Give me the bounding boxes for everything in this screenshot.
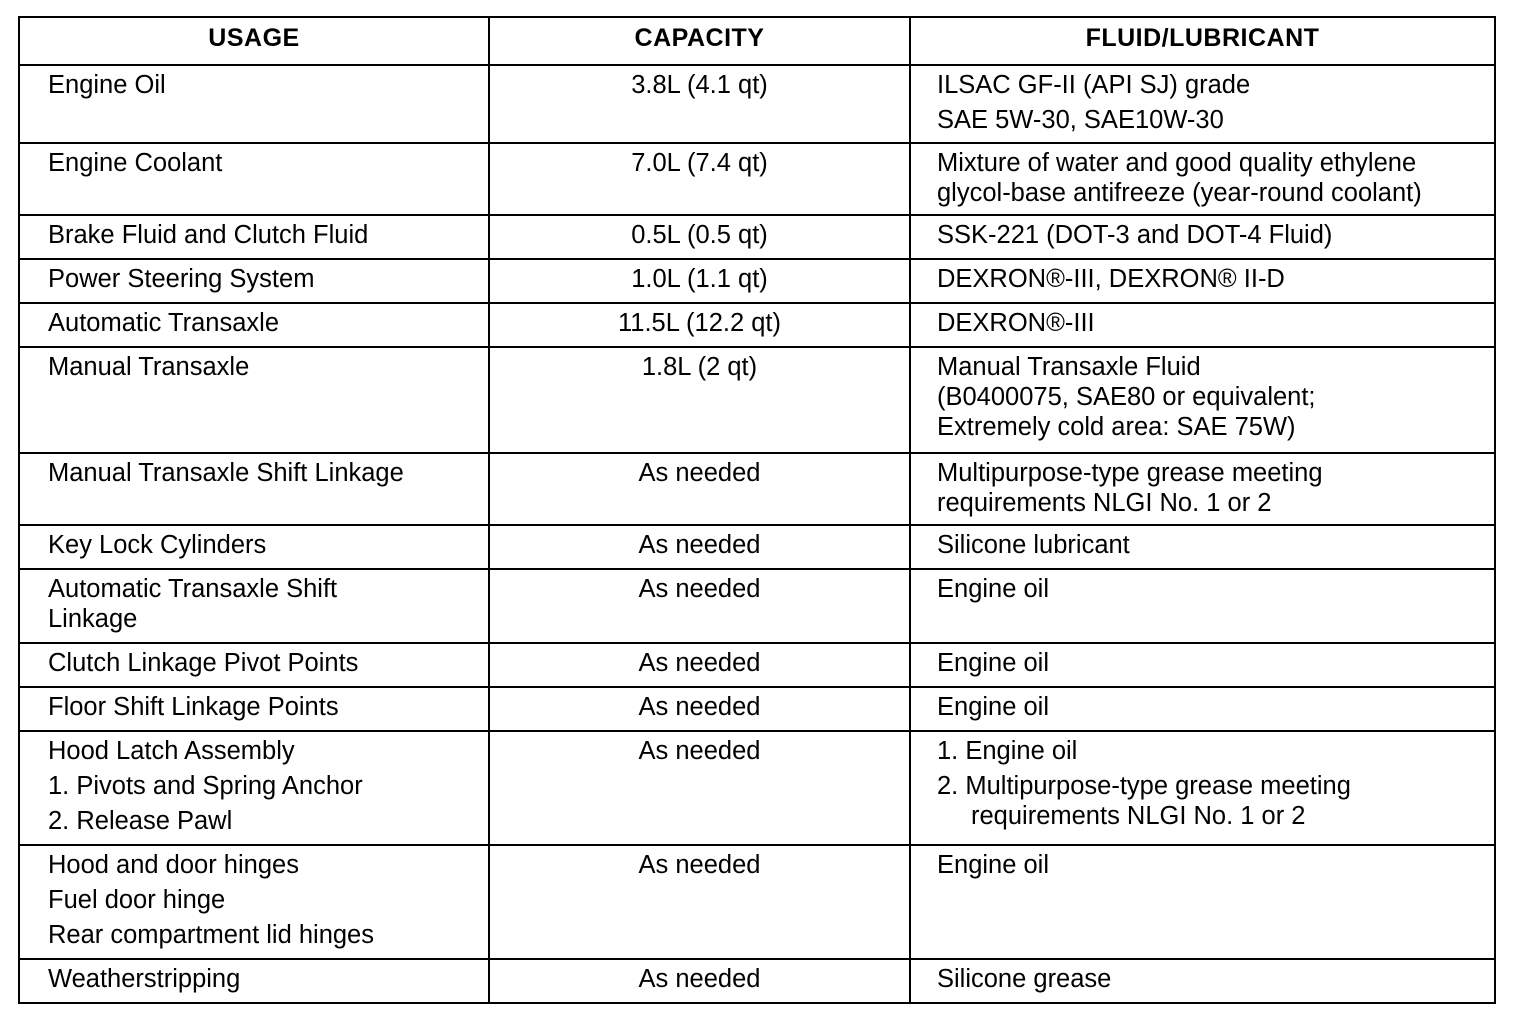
- usage-cell: [19, 959, 489, 1003]
- usage-text: Hood and door hinges: [48, 851, 299, 879]
- usage-cell: [19, 845, 489, 959]
- fluid-cell: [910, 303, 1495, 347]
- usage-cell: [19, 303, 489, 347]
- fluid-cell: [910, 569, 1495, 643]
- fluid-cell: [910, 731, 1495, 845]
- usage-text: 1. Pivots and Spring Anchor: [48, 772, 363, 800]
- table-header-row: [19, 17, 1495, 65]
- usage-text: Automatic Transaxle Shift: [48, 575, 338, 603]
- usage-cell: [19, 687, 489, 731]
- usage-text: Manual Transaxle: [48, 353, 250, 381]
- capacity-cell: As needed: [489, 569, 910, 643]
- usage-text: Floor Shift Linkage Points: [48, 693, 339, 721]
- usage-cell: [19, 347, 489, 453]
- fluid-text: 1. Engine oil: [937, 737, 1078, 765]
- usage-cell: [19, 143, 489, 215]
- table-row: [19, 65, 1495, 143]
- fluid-text: Multipurpose-type grease meeting: [937, 459, 1323, 487]
- table-row: [19, 259, 1495, 303]
- column-header-capacity: CAPACITY: [489, 17, 910, 65]
- fluid-text: Engine oil: [937, 693, 1049, 721]
- fluid-text: requirements NLGI No. 1 or 2: [971, 802, 1306, 830]
- fluid-text: Engine oil: [937, 575, 1049, 603]
- capacity-cell: As needed: [489, 731, 910, 845]
- usage-text: Power Steering System: [48, 265, 315, 293]
- table-row: [19, 731, 1495, 845]
- fluid-cell: [910, 453, 1495, 525]
- fluid-text: SAE 5W-30, SAE10W-30: [937, 106, 1224, 134]
- capacity-cell: 1.8L (2 qt): [489, 347, 910, 453]
- usage-text: Clutch Linkage Pivot Points: [48, 649, 359, 677]
- lubricant-capacity-table: [18, 16, 1496, 1004]
- fluid-text: Manual Transaxle Fluid: [937, 353, 1201, 381]
- fluid-text: DEXRON®-III: [937, 309, 1095, 337]
- fluid-text: 2. Multipurpose-type grease meeting: [937, 772, 1351, 800]
- usage-text: Manual Transaxle Shift Linkage: [48, 459, 404, 487]
- usage-cell: [19, 731, 489, 845]
- fluid-text: Engine oil: [937, 649, 1049, 677]
- usage-cell: [19, 643, 489, 687]
- table-row: [19, 453, 1495, 525]
- capacity-cell: 11.5L (12.2 qt): [489, 303, 910, 347]
- usage-text: Weatherstripping: [48, 965, 241, 993]
- capacity-cell: As needed: [489, 687, 910, 731]
- usage-cell: [19, 525, 489, 569]
- fluid-cell: [910, 687, 1495, 731]
- fluid-cell: [910, 259, 1495, 303]
- usage-text: Automatic Transaxle: [48, 309, 280, 337]
- table-row: [19, 143, 1495, 215]
- capacity-cell: As needed: [489, 525, 910, 569]
- usage-text: Brake Fluid and Clutch Fluid: [48, 221, 369, 249]
- fluid-cell: [910, 65, 1495, 143]
- usage-text: Engine Oil: [48, 71, 166, 99]
- fluid-cell: [910, 525, 1495, 569]
- fluid-text: SSK-221 (DOT-3 and DOT-4 Fluid): [937, 221, 1333, 249]
- table-row: [19, 347, 1495, 453]
- column-header-usage: USAGE: [19, 17, 489, 65]
- capacity-cell: As needed: [489, 959, 910, 1003]
- column-header-fluid: FLUID/LUBRICANT: [910, 17, 1495, 65]
- usage-text: Engine Coolant: [48, 149, 223, 177]
- capacity-cell: 1.0L (1.1 qt): [489, 259, 910, 303]
- usage-text: 2. Release Pawl: [48, 807, 233, 835]
- fluid-text: DEXRON®-III, DEXRON® II-D: [937, 265, 1285, 293]
- table-row: [19, 525, 1495, 569]
- fluid-text: requirements NLGI No. 1 or 2: [937, 489, 1272, 517]
- table-row: [19, 303, 1495, 347]
- table-row: [19, 215, 1495, 259]
- fluid-text: (B0400075, SAE80 or equivalent;: [937, 383, 1316, 411]
- capacity-cell: As needed: [489, 453, 910, 525]
- usage-cell: [19, 453, 489, 525]
- usage-text: Hood Latch Assembly: [48, 737, 295, 765]
- table-row: [19, 959, 1495, 1003]
- fluid-cell: [910, 643, 1495, 687]
- usage-cell: [19, 65, 489, 143]
- usage-text: Rear compartment lid hinges: [48, 921, 374, 949]
- fluid-cell: [910, 347, 1495, 453]
- usage-cell: [19, 215, 489, 259]
- capacity-cell: 3.8L (4.1 qt): [489, 65, 910, 143]
- table-row: [19, 643, 1495, 687]
- fluid-text: glycol-base antifreeze (year-round coolant): [937, 179, 1422, 207]
- usage-text: Linkage: [48, 605, 138, 633]
- fluid-cell: [910, 143, 1495, 215]
- fluid-cell: [910, 845, 1495, 959]
- fluid-cell: [910, 959, 1495, 1003]
- usage-cell: [19, 259, 489, 303]
- fluid-text: Silicone grease: [937, 965, 1112, 993]
- fluid-text: Mixture of water and good quality ethylene: [937, 149, 1417, 177]
- capacity-cell: As needed: [489, 643, 910, 687]
- capacity-cell: 7.0L (7.4 qt): [489, 143, 910, 215]
- fluid-cell: [910, 215, 1495, 259]
- fluid-text: Engine oil: [937, 851, 1049, 879]
- usage-text: Fuel door hinge: [48, 886, 226, 914]
- capacity-cell: 0.5L (0.5 qt): [489, 215, 910, 259]
- capacity-cell: As needed: [489, 845, 910, 959]
- fluid-text: Extremely cold area: SAE 75W): [937, 413, 1296, 441]
- table-row: [19, 687, 1495, 731]
- usage-text: Key Lock Cylinders: [48, 531, 267, 559]
- fluid-text: ILSAC GF-II (API SJ) grade: [937, 71, 1251, 99]
- table-row: [19, 569, 1495, 643]
- table-row: [19, 845, 1495, 959]
- usage-cell: [19, 569, 489, 643]
- fluid-text: Silicone lubricant: [937, 531, 1130, 559]
